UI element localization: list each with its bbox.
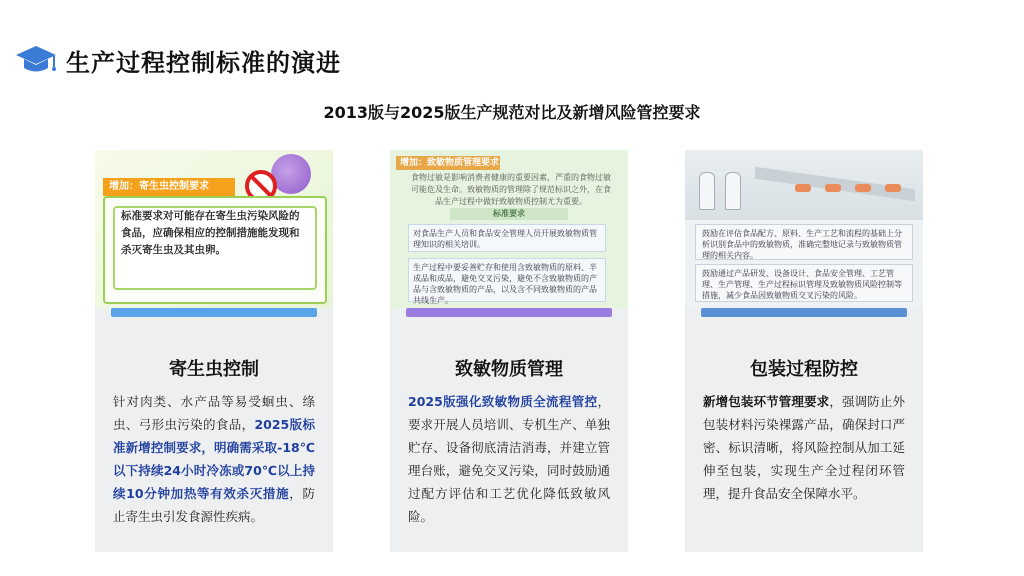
card-title: 包装过程防控 <box>750 359 858 380</box>
image-text: 标准要求对可能存在寄生虫污染风险的食品，应确保相应的控制措施能发现和杀灭寄生虫及其虫卵。 <box>121 210 300 256</box>
body-highlight: 明确需采取-18℃以下持续24小时冷冻或70℃以上持续10分钟加热等有效杀灭措施 <box>113 440 315 501</box>
card-accent-bar <box>406 308 612 317</box>
card-image <box>390 150 628 308</box>
card-image <box>95 150 333 308</box>
body-highlight: 2025版强化致敏物质全流程管控 <box>408 394 598 409</box>
worker-figure <box>725 172 741 210</box>
image-box: 生产过程中要妥善贮存和使用含致敏物质的原料、半成品和成品，避免交叉污染，避免不含致敏物质的产品与含致敏物质的产品，以及含不同致敏物质的产品共线生产。 <box>408 258 606 302</box>
production-line-illustration <box>685 150 923 220</box>
image-box: 对食品生产人员和食品安全管理人员开展致敏物质管理知识的相关培训。 <box>408 224 606 252</box>
card-title: 致敏物质管理 <box>455 359 563 380</box>
card-allergen-management <box>390 150 628 552</box>
card-image <box>685 150 923 308</box>
body-text: ，要求开展人员培训、专机生产、单独贮存、设备彻底清洁消毒，并建立管理台账，避免交叉污染，同时鼓励通过配方评估和工艺优化降低致敏风险。 <box>408 394 610 524</box>
body-highlight: 2025版标准新增控制要求， <box>113 417 315 455</box>
page-subtitle: 2013版与2025版生产规范对比及新增风险管控要求 <box>323 103 701 122</box>
body-text: ，强调防止外包装材料污染裸露产品，确保封口严密、标识清晰，将风险控制从加工延伸至包装，实现生产全过程闭环管理，提升食品安全保障水平。 <box>703 394 905 501</box>
card-body <box>408 390 610 528</box>
graduation-cap-icon <box>14 42 58 78</box>
image-section-label: 标准要求 <box>450 208 568 220</box>
card-accent-bar <box>701 308 907 317</box>
image-box: 鼓励在评估食品配方、原料、生产工艺和流程的基础上分析识别食品中的致敏物质，准确完整地记录与致敏物质管理的相关内容。 <box>695 224 913 260</box>
body-text: 针对肉类、水产品等易受蛔虫、绦虫、弓形虫污染的食品， <box>113 394 315 432</box>
image-box: 鼓励通过产品研发、设备设计、食品安全管理、工艺管理、生产管理、生产过程标识管理及致敏物质风险控制等措施，减少食品因致敏物质交叉污染的风险。 <box>695 264 913 302</box>
image-tag: 增加：致敏物质管理要求 <box>396 156 500 170</box>
worker-figure <box>699 172 715 210</box>
food-item <box>885 184 901 192</box>
card-body <box>703 390 905 505</box>
parasite-illustration <box>271 154 311 194</box>
image-tag: 增加：寄生虫控制要求 <box>103 178 235 196</box>
header <box>14 40 341 80</box>
food-item <box>855 184 871 192</box>
food-item <box>795 184 811 192</box>
card-accent-bar <box>111 308 317 317</box>
food-item <box>825 184 841 192</box>
card-packaging-control <box>685 150 923 552</box>
card-title: 寄生虫控制 <box>169 359 259 380</box>
image-text: 食物过敏是影响消费者健康的重要因素，严重的食物过敏可能危及生命。致敏物质的管理除了规范标识之外，在食品生产过程中做好致敏物质控制尤为重要。 <box>411 173 611 206</box>
card-body <box>113 390 315 528</box>
body-text: ，防止寄生虫引发食源性疾病。 <box>113 486 315 524</box>
card-parasite-control <box>95 150 333 552</box>
page-title: 生产过程控制标准的演进 <box>66 48 341 77</box>
body-highlight: 新增包装环节管理要求 <box>703 394 830 409</box>
